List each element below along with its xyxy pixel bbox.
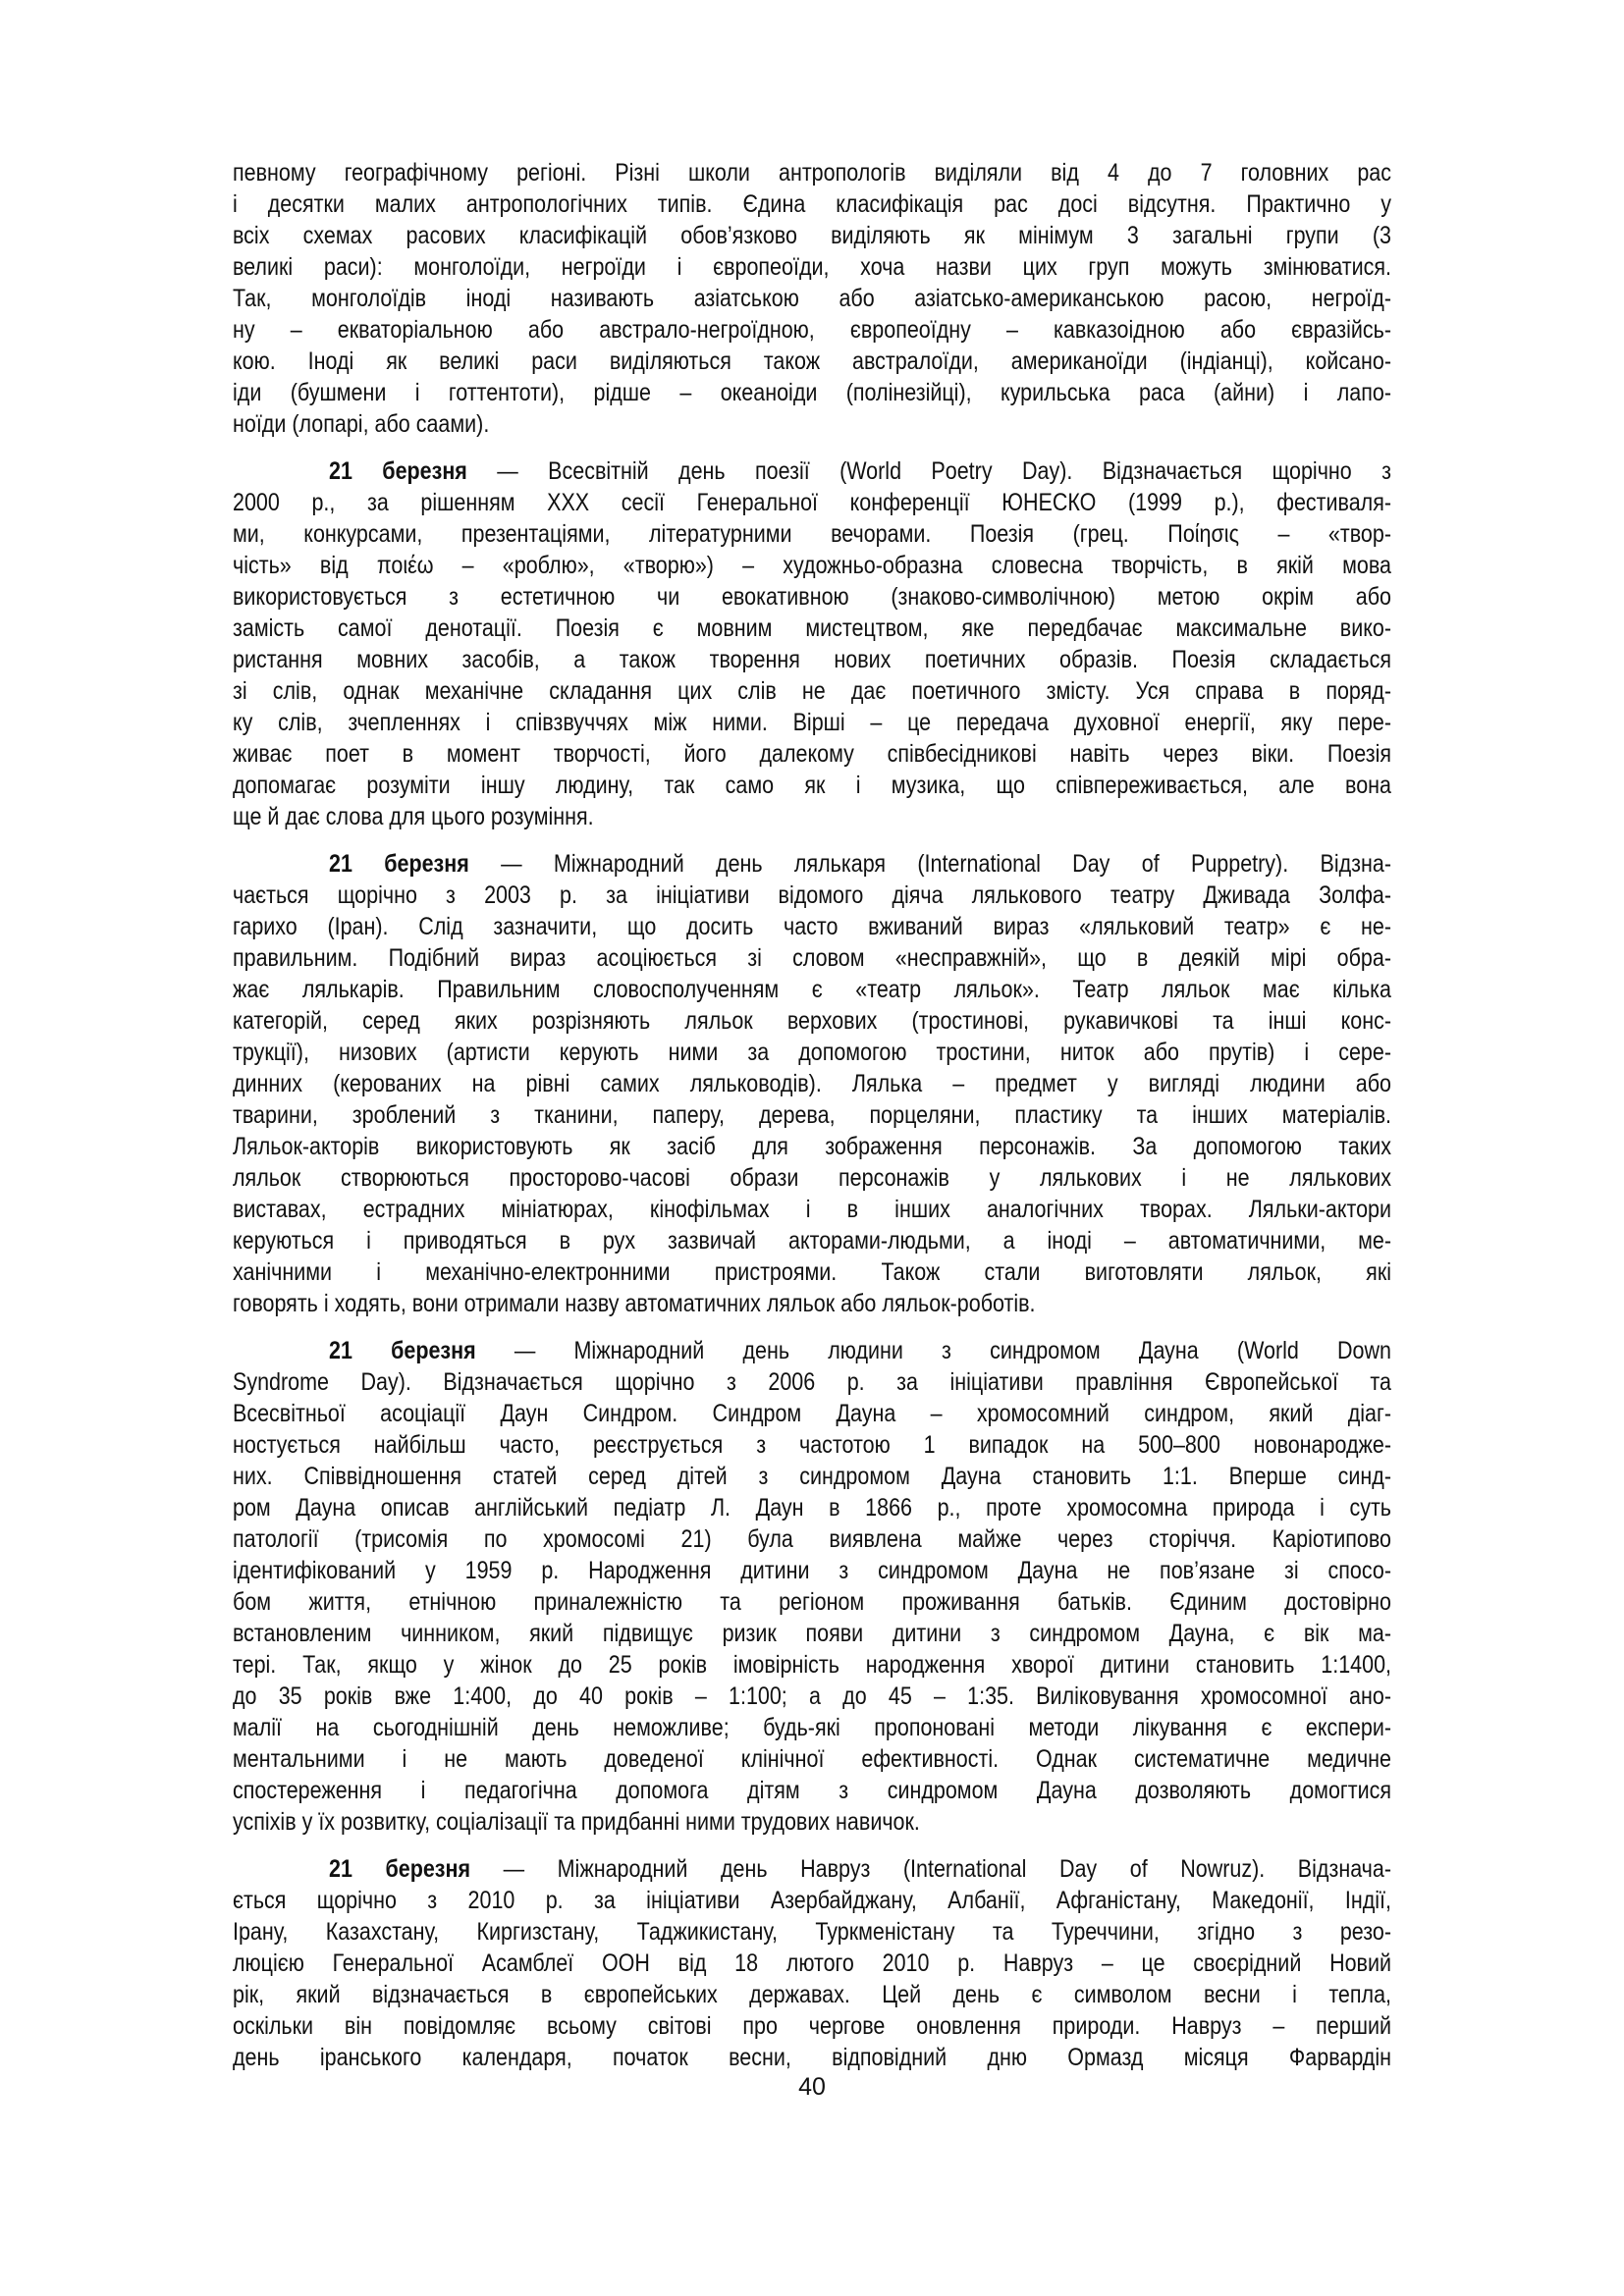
text-line xyxy=(233,1681,1391,1712)
event-date: 21 березня xyxy=(329,1337,476,1364)
line-text: жає лялькарів. Правильним словосполученням є «театр ляльок». Театр ляльок має кілька xyxy=(233,976,1392,1003)
text-line xyxy=(233,518,1391,550)
line-text: ноїди (лопарі, або саами). xyxy=(233,410,490,438)
text-line xyxy=(233,220,1391,251)
text-line xyxy=(233,550,1391,581)
text-line xyxy=(233,157,1391,188)
line-text: бом життя, етнічною приналежністю та регіоном проживання батьків. Єдиним достовірно xyxy=(233,1588,1392,1616)
line-text: використовується з естетичною чи евокативною (знаково-символічною) метою окрім або xyxy=(233,583,1391,611)
line-text: ностується найбільш часто, реєструється з частотою 1 випадок на 500–800 новонародже- xyxy=(233,1431,1392,1459)
line-text: успіхів у їх розвитку, соціалізації та придбанні ними трудових навичок. xyxy=(233,1808,920,1836)
text-line xyxy=(233,1775,1391,1806)
line-text: певному географічному регіоні. Різні школи антропологів виділяли від 4 до 7 головних рас xyxy=(233,159,1392,187)
text-line xyxy=(233,1068,1391,1099)
text-line xyxy=(233,1131,1391,1162)
text-line xyxy=(233,1366,1391,1398)
text-line xyxy=(233,1162,1391,1194)
line-text: чість» від ποιέω – «роблю», «творю») – художньо-образна словесна творчість, в якій мова xyxy=(233,552,1392,579)
line-text: ну – екваторіальною або австрало-негроїдною, європеоїдну – кавказоідною або євразійсь- xyxy=(233,316,1392,344)
text-line xyxy=(233,314,1391,346)
line-text: — Всесвітній день поезії (World Poetry Day). Відзначається щорічно з xyxy=(466,457,1392,485)
line-text: до 35 років вже 1:400, до 40 років – 1:100; а до 45 – 1:35. Виліковування хромосомної ано- xyxy=(233,1682,1392,1710)
text-line xyxy=(233,942,1391,974)
line-text: всіх схемах расових класифікацій обов’язково виділяють як мінімум 3 загальні групи (3 xyxy=(233,222,1392,249)
line-text: правильним. Подібний вираз асоціюється зі словом «несправжній», що в деякій мірі обра- xyxy=(233,944,1392,972)
continued-paragraph xyxy=(233,157,1391,440)
line-text: — Міжнародний день Навруз (International Day of Nowruz). Відзнача- xyxy=(470,1855,1392,1883)
line-text: іди (бушмени і готтентоти), рідше – океаноіди (полінезійці), курильська раса (айни) і лапо- xyxy=(233,379,1392,406)
text-line xyxy=(233,1948,1391,1979)
entry-paragraph xyxy=(233,455,1391,832)
text-line xyxy=(233,1885,1391,1916)
line-text: ляльок створюються просторово-часові образи персонажів у лялькових і не лялькових xyxy=(233,1164,1392,1192)
text-line xyxy=(233,487,1391,518)
line-text: Так, монголоїдів іноді називають азіатською або азіатсько-американською расою, негроїд- xyxy=(233,285,1391,312)
line-text: 2000 р., за рішенням ХХХ сесії Генеральної конференції ЮНЕСКО (1999 р.), фестиваля- xyxy=(233,489,1392,516)
text-line xyxy=(233,2010,1391,2042)
line-text: Ірану, Казахстану, Киргизстану, Таджикистану, Туркменістану та Туреччини, згідно з резо- xyxy=(233,1918,1392,1946)
text-line xyxy=(233,1586,1391,1618)
line-text: великі раси): монголоїди, негроїди і європеоїди, хоча назви цих груп можуть змінюватися. xyxy=(233,253,1392,281)
text-line xyxy=(233,408,1391,440)
text-line xyxy=(233,1099,1391,1131)
line-text: люцією Генеральної Асамблеї ООН від 18 лютого 2010 р. Навруз – це своєрідний Новий xyxy=(233,1949,1392,1977)
text-line xyxy=(233,251,1391,283)
line-text: трукції), низових (артисти керують ними за допомогою тростини, ниток або прутів) і сере- xyxy=(233,1039,1392,1066)
line-text: динних (керованих на рівні самих ляльководів). Лялька – предмет у вигляді людини або xyxy=(233,1070,1392,1097)
line-text: тері. Так, якщо у жінок до 25 років імовірність народження хворої дитини становить 1:1400, xyxy=(233,1651,1392,1679)
line-text: керуються і приводяться в рух зазвичай акторами-людьми, а іноді – автоматичними, ме- xyxy=(233,1227,1392,1255)
line-text: тварини, зроблений з тканини, паперу, дерева, порцеляни, пластику та інших матеріалів. xyxy=(233,1101,1392,1129)
line-text: чається щорічно з 2003 р. за ініціативи відомого діяча лялькового театру Дживада Золфа- xyxy=(233,881,1392,909)
line-text: кою. Іноді як великі раси виділяються також австралоїди, американоїди (індіанці), койсано- xyxy=(233,347,1392,375)
text-line xyxy=(233,675,1391,707)
text-line xyxy=(233,283,1391,314)
text-line xyxy=(233,377,1391,408)
text-line xyxy=(233,1461,1391,1492)
text-line xyxy=(233,974,1391,1005)
line-text: малії на сьогоднішній день неможливе; будь-які пропоновані методи лікування є експери- xyxy=(233,1714,1392,1741)
entry-paragraph xyxy=(233,1335,1391,1838)
line-text: ється щорічно з 2010 р. за ініціативи Азербайджану, Албанії, Афганістану, Македонії, Індії, xyxy=(233,1887,1392,1914)
text-line xyxy=(233,1743,1391,1775)
line-text: спостереження і педагогічна допомога дітям з синдромом Дауна дозволяють домогтися xyxy=(233,1777,1392,1804)
text-line xyxy=(233,848,1391,880)
line-text: день іранського календаря, початок весни, відповідний дню Ормазд місяця Фарвардін xyxy=(233,2044,1392,2071)
line-text: ми, конкурсами, презентаціями, літературними вечорами. Поезія (грец. Ποίησις – «твор- xyxy=(233,520,1392,548)
text-line xyxy=(233,2042,1391,2073)
line-text: зі слів, однак механічне складання цих слів не дає поетичного змісту. Уся справа в поряд- xyxy=(233,677,1392,705)
event-date: 21 березня xyxy=(329,1855,471,1883)
text-line xyxy=(233,1492,1391,1523)
text-line xyxy=(233,1225,1391,1256)
line-text: — Міжнародний день людини з синдромом Дауна (World Down xyxy=(475,1337,1392,1364)
text-line xyxy=(233,738,1391,770)
line-text: патології (трисомія по хромосомі 21) була виявлена майже через сторіччя. Каріотипово xyxy=(233,1525,1392,1553)
text-line xyxy=(233,1335,1391,1366)
line-text: ідентифікований у 1959 р. Народження дитини з синдромом Дауна не пов’язане зі спосо- xyxy=(233,1557,1392,1584)
text-line xyxy=(233,880,1391,911)
page-number: 40 xyxy=(798,2073,826,2101)
line-text: ханічними і механічно-електронними пристроями. Також стали виготовляти ляльок, які xyxy=(233,1258,1392,1286)
text-line xyxy=(233,911,1391,942)
line-text: виставах, естрадних мініатюрах, кінофільмах і в інших аналогічних творах. Ляльки-актори xyxy=(233,1196,1392,1223)
event-date: 21 березня xyxy=(329,850,469,878)
line-text: Syndrome Day). Відзначається щорічно з 2006 р. за ініціативи правління Європейської та xyxy=(233,1368,1392,1396)
line-text: ристання мовних засобів, а також творення нових поетичних образів. Поезія складається xyxy=(233,646,1392,673)
line-text: ще й дає слова для цього розуміння. xyxy=(233,803,594,830)
text-line xyxy=(233,581,1391,613)
line-text: Ляльок-акторів використовують як засіб для зображення персонажів. За допомогою таких xyxy=(233,1133,1392,1160)
line-text: категорій, серед яких розрізняють ляльок верхових (тростинові, рукавичкові та інші конс- xyxy=(233,1007,1392,1035)
text-line xyxy=(233,1256,1391,1288)
line-text: — Міжнародний день лялькаря (International Day of Puppetry). Відзна- xyxy=(468,850,1392,878)
line-text: ментальними і не мають доведеної клінічної ефективності. Однак систематичне медичне xyxy=(233,1745,1392,1773)
text-line xyxy=(233,1194,1391,1225)
text-line xyxy=(233,1712,1391,1743)
line-text: гарихо (Іран). Слід зазначити, що досить часто вживаний вираз «ляльковий театр» є не- xyxy=(233,913,1392,940)
text-line xyxy=(233,1853,1391,1885)
line-text: Всесвітньої асоціації Даун Синдром. Синдром Дауна – хромосомний синдром, який діаг- xyxy=(233,1400,1392,1427)
line-text: них. Співвідношення статей серед дітей з синдромом Дауна становить 1:1. Вперше синд- xyxy=(233,1463,1392,1490)
line-text: говорять і ходять, вони отримали назву автоматичних ляльок або ляльок-роботів. xyxy=(233,1290,1036,1317)
line-text: живає поет в момент творчості, його далекому співбесідникові навіть через віки. Поезія xyxy=(233,740,1392,768)
text-line xyxy=(233,1806,1391,1838)
body-text xyxy=(233,157,1391,2089)
line-text: ром Дауна описав англійський педіатр Л. Даун в 1866 р., проте хромосомна природа і суть xyxy=(233,1494,1392,1522)
text-line xyxy=(233,1005,1391,1037)
text-line xyxy=(233,613,1391,644)
event-date: 21 березня xyxy=(329,457,467,485)
line-text: і десятки малих антропологічних типів. Єдина класифікація рас досі відсутня. Практично у xyxy=(233,190,1392,218)
line-text: ку слів, зчепленнях і співзвуччях між ними. Вірші – це передача духовної енергії, яку пере- xyxy=(233,709,1392,736)
text-line xyxy=(233,1916,1391,1948)
text-line xyxy=(233,1037,1391,1068)
text-line xyxy=(233,1429,1391,1461)
text-line xyxy=(233,1398,1391,1429)
text-line xyxy=(233,1979,1391,2010)
text-line xyxy=(233,1523,1391,1555)
text-line xyxy=(233,801,1391,832)
text-line xyxy=(233,346,1391,377)
text-line xyxy=(233,188,1391,220)
text-line xyxy=(233,455,1391,487)
entry-paragraph xyxy=(233,1853,1391,2073)
entry-paragraph xyxy=(233,848,1391,1319)
line-text: оскільки він повідомляє всьому світові про чергове оновлення природи. Навруз – перший xyxy=(233,2012,1392,2040)
text-line xyxy=(233,1649,1391,1681)
text-line xyxy=(233,1288,1391,1319)
line-text: встановленим чинником, який підвищує ризик появи дитини з синдромом Дауна, є вік ма- xyxy=(233,1620,1392,1647)
text-line xyxy=(233,1555,1391,1586)
line-text: допомагає розуміти іншу людину, так само як і музика, що співпереживається, але вона xyxy=(233,772,1392,799)
line-text: рік, який відзначається в європейських державах. Цей день є символом весни і тепла, xyxy=(233,1981,1392,2008)
text-line xyxy=(233,707,1391,738)
line-text: замість самої денотації. Поезія є мовним мистецтвом, яке передбачає максимальне вико- xyxy=(233,614,1392,642)
text-line xyxy=(233,644,1391,675)
text-line xyxy=(233,770,1391,801)
text-line xyxy=(233,1618,1391,1649)
